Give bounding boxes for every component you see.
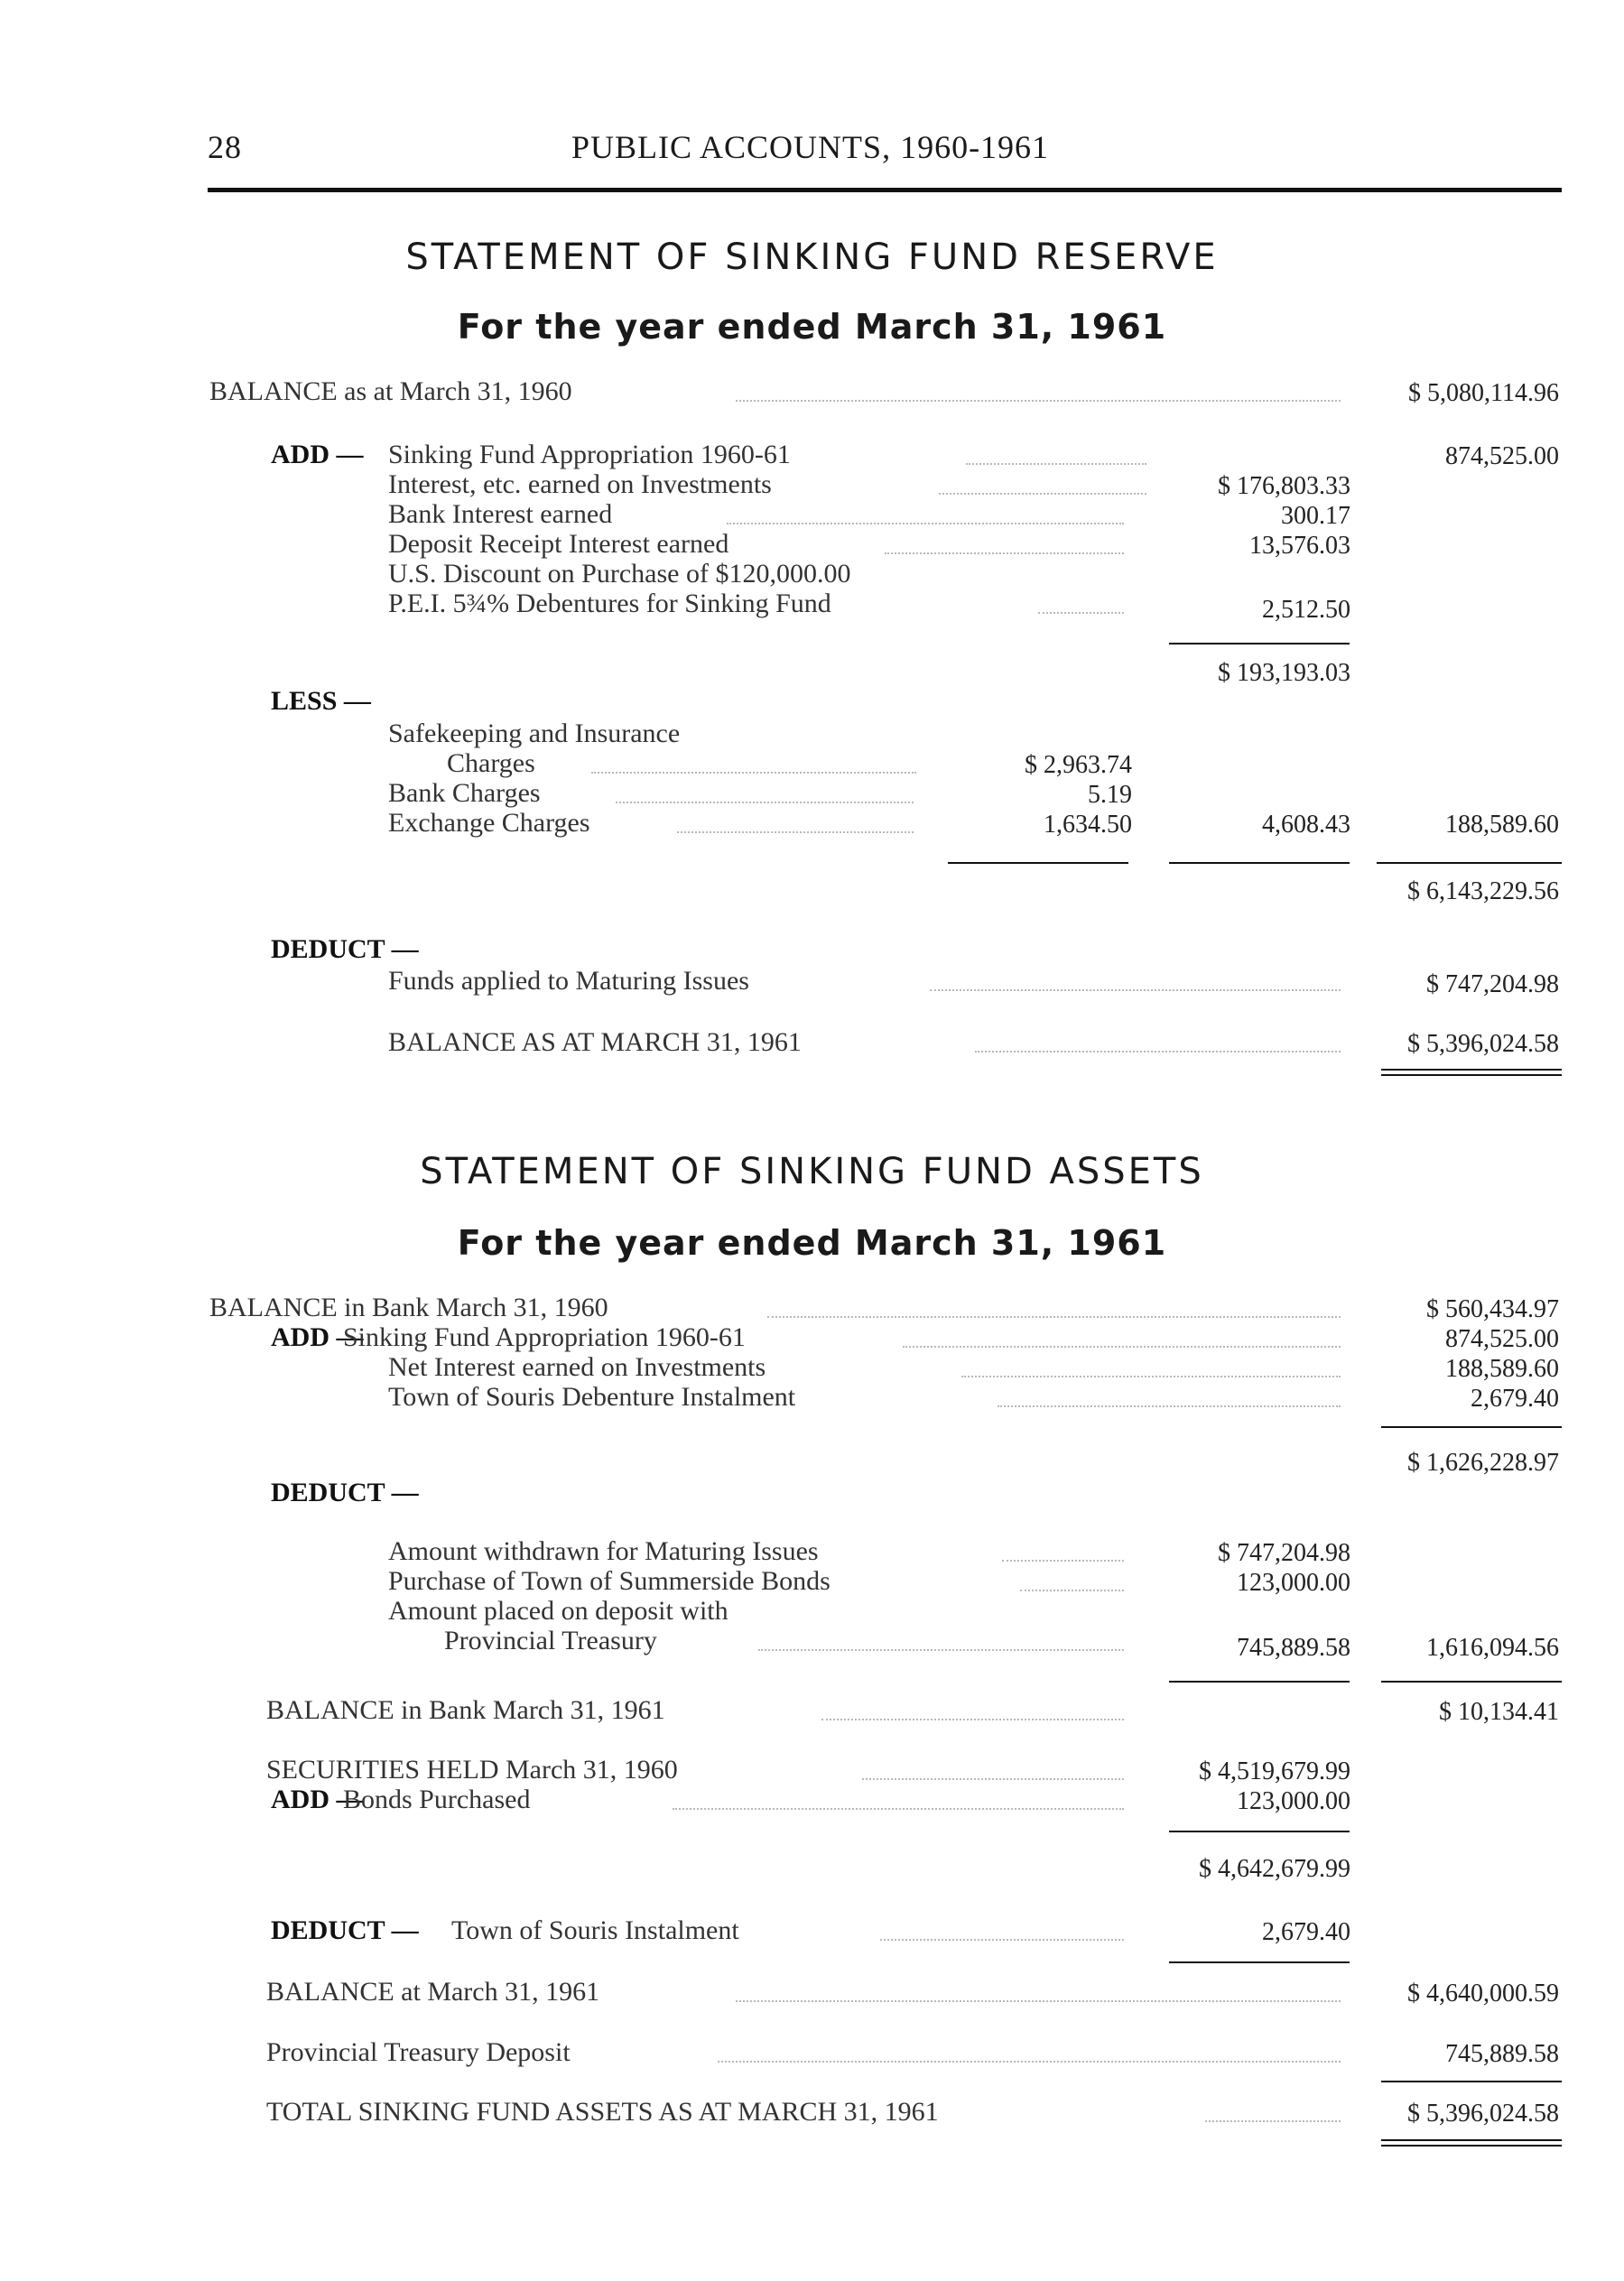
- assets-treasury-deposit-value: 745,889.58: [1445, 2040, 1559, 2068]
- assets-securities-balance-label: BALANCE at March 31, 1961: [266, 1977, 600, 2007]
- assets-bonds-add-heading: ADD —: [271, 1785, 364, 1814]
- reserve-add-heading: ADD —: [271, 440, 364, 469]
- reserve-less-amount: 1,634.50: [1044, 811, 1132, 839]
- reserve-opening-balance-value: $ 5,080,114.96: [1408, 379, 1559, 407]
- total-rule: [1169, 1681, 1350, 1683]
- leader-dots: [758, 1649, 1124, 1651]
- assets-opening-balance-label: BALANCE in Bank March 31, 1960: [209, 1293, 608, 1322]
- reserve-net-add: 188,589.60: [1445, 811, 1559, 839]
- assets-souris-item: Town of Souris Instalment: [451, 1915, 739, 1945]
- reserve-add-subtotal: $ 193,193.03: [1218, 659, 1350, 687]
- leader-dots: [998, 1405, 1341, 1407]
- assets-securities-balance-value: $ 4,640,000.59: [1407, 1980, 1559, 2007]
- assets-add-heading: ADD —: [271, 1322, 364, 1352]
- assets-deduct-amount: 123,000.00: [1237, 1569, 1350, 1597]
- double-rule: [1381, 2145, 1562, 2147]
- reserve-add-item: U.S. Discount on Purchase of $120,000.00: [388, 559, 851, 589]
- total-rule: [1377, 862, 1562, 864]
- leader-dots: [736, 400, 1341, 402]
- assets-bank-balance-value: $ 10,134.41: [1439, 1698, 1559, 1726]
- leader-dots: [677, 831, 914, 833]
- leader-dots: [1205, 2120, 1341, 2122]
- reserve-deduct-value: $ 747,204.98: [1426, 970, 1559, 998]
- reserve-subtitle: For the year ended March 31, 1961: [457, 307, 1167, 347]
- subtotal-rule: [1169, 1961, 1350, 1963]
- leader-dots: [939, 493, 1146, 495]
- assets-add-item-total: 2,679.40: [1471, 1385, 1559, 1413]
- reserve-less-amount: $ 2,963.74: [1025, 751, 1132, 779]
- double-rule: [1381, 1074, 1562, 1076]
- double-rule: [1381, 2139, 1562, 2141]
- assets-securities-value: $ 4,519,679.99: [1199, 1757, 1350, 1785]
- leader-dots: [727, 523, 1124, 524]
- assets-deduct-total: 1,616,094.56: [1426, 1634, 1559, 1662]
- reserve-add-item: Bank Interest earned: [388, 499, 613, 529]
- reserve-add-item: Deposit Receipt Interest earned: [388, 529, 729, 559]
- assets-total-value: $ 5,396,024.58: [1407, 2100, 1559, 2128]
- assets-deduct-item: Amount placed on deposit with: [388, 1596, 728, 1626]
- leader-dots: [767, 1316, 1341, 1318]
- reserve-deduct-heading: DEDUCT —: [271, 934, 419, 964]
- subtotal-rule: [1381, 2081, 1562, 2082]
- reserve-closing-balance-label: BALANCE AS AT MARCH 31, 1961: [388, 1027, 802, 1057]
- leader-dots: [616, 802, 914, 803]
- assets-treasury-deposit-label: Provincial Treasury Deposit: [266, 2037, 571, 2067]
- leader-dots: [930, 989, 1341, 991]
- assets-deduct-amount: $ 747,204.98: [1218, 1539, 1350, 1567]
- leader-dots: [903, 1346, 1341, 1348]
- assets-add-item-total: 188,589.60: [1445, 1355, 1559, 1383]
- reserve-less-amount: 5.19: [1088, 781, 1132, 809]
- leader-dots: [880, 1939, 1124, 1941]
- leader-dots: [961, 1376, 1341, 1377]
- total-rule: [948, 862, 1128, 864]
- reserve-less-heading: LESS —: [271, 686, 371, 716]
- reserve-less-item: Bank Charges: [388, 778, 541, 808]
- leader-dots: [1020, 1590, 1124, 1591]
- assets-deduct-item: Purchase of Town of Summerside Bonds: [388, 1566, 831, 1596]
- assets-securities-label: SECURITIES HELD March 31, 1960: [266, 1755, 678, 1785]
- assets-deduct-item: Provincial Treasury: [444, 1626, 657, 1655]
- leader-dots: [966, 463, 1146, 465]
- reserve-less-item: Charges: [447, 748, 535, 778]
- assets-bonds-value: 123,000.00: [1237, 1787, 1350, 1815]
- reserve-add-item: Sinking Fund Appropriation 1960-61: [388, 440, 791, 469]
- assets-opening-balance-value: $ 560,434.97: [1426, 1295, 1559, 1323]
- reserve-title: STATEMENT OF SINKING FUND RESERVE: [405, 236, 1219, 278]
- total-rule: [1381, 1681, 1562, 1683]
- subtotal-rule: [1169, 1831, 1350, 1832]
- reserve-running-total: $ 6,143,229.56: [1407, 877, 1559, 905]
- leader-dots: [591, 772, 916, 774]
- leader-dots: [1002, 1560, 1124, 1562]
- subtotal-rule: [1169, 643, 1350, 644]
- leader-dots: [736, 2000, 1341, 2002]
- leader-dots: [862, 1778, 1124, 1780]
- reserve-closing-balance-value: $ 5,396,024.58: [1407, 1030, 1559, 1058]
- leader-dots: [975, 1051, 1341, 1052]
- running-header-title: PUBLIC ACCOUNTS, 1960-1961: [571, 129, 1050, 165]
- reserve-add-item-amount: 13,576.03: [1249, 532, 1350, 560]
- page-number: 28: [208, 129, 242, 165]
- reserve-add-item-total: 874,525.00: [1445, 442, 1559, 470]
- assets-bank-balance-label: BALANCE in Bank March 31, 1961: [266, 1695, 665, 1725]
- leader-dots: [673, 1808, 1124, 1810]
- assets-souris-value: 2,679.40: [1262, 1918, 1350, 1946]
- assets-subtitle: For the year ended March 31, 1961: [457, 1223, 1167, 1263]
- leader-dots: [718, 2061, 1341, 2063]
- assets-souris-deduct-heading: DEDUCT —: [271, 1915, 419, 1945]
- leader-dots: [821, 1719, 1124, 1720]
- assets-deduct-heading: DEDUCT —: [271, 1478, 419, 1507]
- assets-add-item: Sinking Fund Appropriation 1960-61: [343, 1322, 746, 1352]
- subtotal-rule: [1381, 1426, 1562, 1428]
- assets-deduct-amount: 745,889.58: [1237, 1634, 1350, 1662]
- reserve-opening-balance-label: BALANCE as at March 31, 1960: [209, 376, 572, 406]
- assets-title: STATEMENT OF SINKING FUND ASSETS: [420, 1151, 1204, 1192]
- leader-dots: [1038, 612, 1124, 614]
- header-rule: [208, 188, 1562, 192]
- assets-securities-subtotal: $ 4,642,679.99: [1199, 1855, 1350, 1883]
- reserve-add-item: P.E.I. 5¾% Debentures for Sinking Fund: [388, 589, 831, 618]
- total-rule: [1169, 862, 1350, 864]
- assets-add-item-total: 874,525.00: [1445, 1325, 1559, 1353]
- assets-bonds-item: Bonds Purchased: [343, 1785, 531, 1814]
- assets-add-item: Net Interest earned on Investments: [388, 1352, 766, 1382]
- assets-deduct-item: Amount withdrawn for Maturing Issues: [388, 1536, 819, 1566]
- reserve-less-item: Exchange Charges: [388, 808, 590, 838]
- reserve-add-item-amount: $ 176,803.33: [1218, 472, 1350, 500]
- assets-add-item: Town of Souris Debenture Instalment: [388, 1382, 796, 1412]
- reserve-less-item: Safekeeping and Insurance: [388, 719, 681, 748]
- assets-add-total: $ 1,626,228.97: [1407, 1449, 1559, 1477]
- reserve-add-item-amount: 2,512.50: [1262, 596, 1350, 624]
- reserve-add-item: Interest, etc. earned on Investments: [388, 469, 772, 499]
- reserve-add-item-amount: 300.17: [1281, 502, 1350, 530]
- double-rule: [1381, 1069, 1562, 1071]
- reserve-deduct-item: Funds applied to Maturing Issues: [388, 966, 749, 996]
- reserve-less-total: 4,608.43: [1262, 811, 1350, 839]
- assets-total-label: TOTAL SINKING FUND ASSETS AS AT MARCH 31, 1961: [266, 2097, 939, 2127]
- leader-dots: [885, 552, 1124, 554]
